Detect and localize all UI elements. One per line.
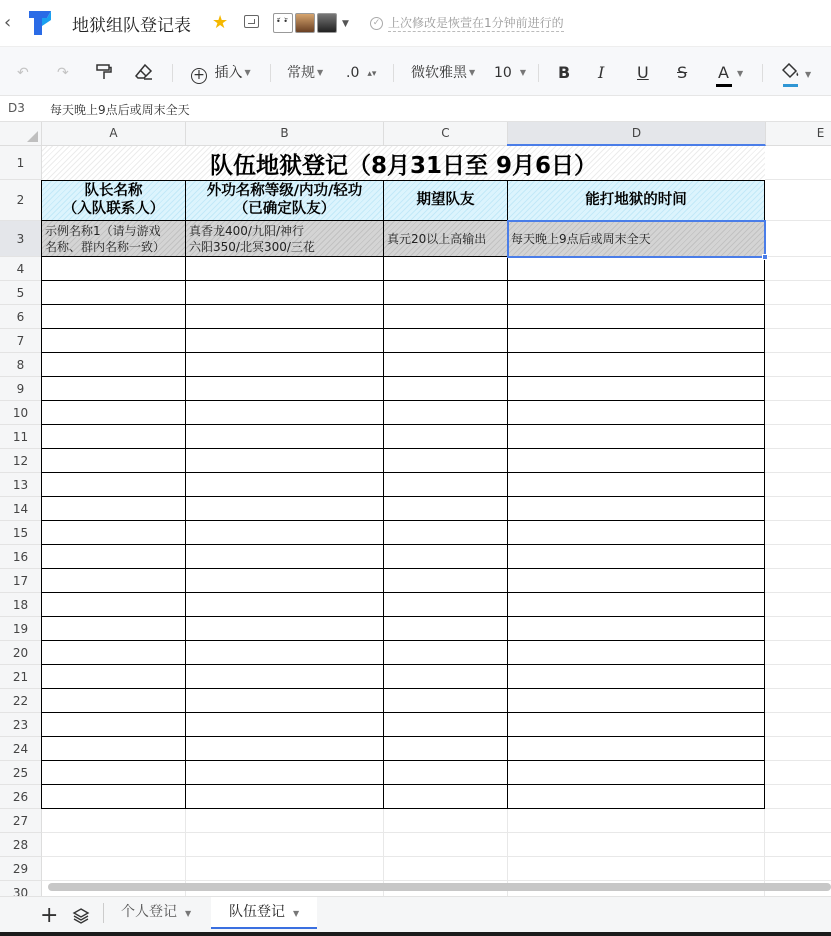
table-border: [42, 808, 765, 809]
row-header-5[interactable]: 5: [0, 281, 42, 305]
table-border: [185, 257, 186, 809]
sheet-tab-bar: [0, 896, 831, 936]
row-header-27[interactable]: 27: [0, 809, 42, 833]
row-header-3[interactable]: 3: [0, 221, 42, 257]
sheet-title-cell[interactable]: 队伍地狱登记（8月31日至 9月6日）: [42, 146, 765, 180]
example-cell-time[interactable]: 每天晚上9点后或周末全天: [508, 221, 765, 257]
row-header-16[interactable]: 16: [0, 545, 42, 569]
row-header-4[interactable]: 4: [0, 257, 42, 281]
toolbar-divider: [762, 64, 763, 82]
row-header-1[interactable]: 1: [0, 146, 42, 180]
fill-color-button[interactable]: ▼: [782, 63, 811, 83]
move-to-folder-icon[interactable]: [244, 15, 259, 28]
plus-circle-icon: +: [191, 68, 207, 84]
add-sheet-icon[interactable]: +: [40, 903, 59, 928]
table-border: [42, 712, 765, 713]
column-selection-indicator: [507, 144, 765, 146]
save-status: ✓ 上次修改是恢萱在1分钟前进行的: [370, 14, 564, 32]
strikethrough-button[interactable]: S: [677, 63, 688, 82]
table-border: [42, 352, 765, 353]
table-border: [42, 664, 765, 665]
table-border: [42, 496, 765, 497]
column-header-c[interactable]: C: [384, 122, 508, 146]
tab-team-registration[interactable]: 队伍登记 ▼: [211, 897, 317, 929]
formula-input[interactable]: 每天晚上9点后或周末全天: [50, 103, 190, 117]
table-border: [42, 328, 765, 329]
row-header-11[interactable]: 11: [0, 425, 42, 449]
paint-bucket-icon: [782, 63, 800, 79]
row-header-30[interactable]: 30: [0, 881, 42, 896]
format-painter-icon[interactable]: [96, 63, 112, 83]
toolbar: [0, 46, 831, 96]
row-header-28[interactable]: 28: [0, 833, 42, 857]
undo-icon[interactable]: ↶: [17, 65, 29, 81]
avatar: [317, 13, 337, 33]
table-border: [507, 257, 508, 809]
row-header-20[interactable]: 20: [0, 641, 42, 665]
table-border: [42, 520, 765, 521]
table-border: [42, 688, 765, 689]
row-header-8[interactable]: 8: [0, 353, 42, 377]
table-border: [42, 568, 765, 569]
row-header-19[interactable]: 19: [0, 617, 42, 641]
table-border: [42, 424, 765, 425]
row-header-12[interactable]: 12: [0, 449, 42, 473]
table-border: [41, 180, 765, 181]
selected-cell-outline: [507, 220, 766, 258]
font-color-button[interactable]: A ▼: [718, 63, 744, 82]
insert-button[interactable]: + 插入 ▼: [191, 63, 251, 83]
row-header-9[interactable]: 9: [0, 377, 42, 401]
number-format-dropdown[interactable]: 常规 ▼: [287, 65, 324, 81]
row-header-13[interactable]: 13: [0, 473, 42, 497]
table-border: [383, 257, 384, 809]
row-header-21[interactable]: 21: [0, 665, 42, 689]
table-border: [764, 257, 765, 809]
font-color-swatch: [716, 84, 732, 87]
table-border: [42, 760, 765, 761]
toolbar-divider: [393, 64, 394, 82]
row-header-6[interactable]: 6: [0, 305, 42, 329]
table-border: [42, 736, 765, 737]
row-header-26[interactable]: 26: [0, 785, 42, 809]
table-border: [42, 400, 765, 401]
check-circle-icon: ✓: [370, 17, 383, 30]
toolbar-divider: [270, 64, 271, 82]
header-cell-skills[interactable]: 外功名称等级/内功/轻功 （已确定队友）: [186, 180, 384, 221]
italic-button[interactable]: I: [598, 63, 605, 82]
table-border: [41, 180, 42, 809]
header-cell-time[interactable]: 能打地狱的时间: [508, 180, 765, 221]
header-cell-teammate[interactable]: 期望队友: [384, 180, 508, 221]
table-border: [42, 376, 765, 377]
row-header-10[interactable]: 10: [0, 401, 42, 425]
table-border: [42, 280, 765, 281]
gridline: [42, 880, 831, 881]
row-header-7[interactable]: 7: [0, 329, 42, 353]
table-border: [42, 592, 765, 593]
window-bottom-edge: [0, 932, 831, 936]
column-header-b[interactable]: B: [186, 122, 384, 146]
fill-handle[interactable]: [762, 254, 768, 260]
redo-icon[interactable]: ↷: [57, 65, 69, 81]
tab-personal-registration[interactable]: 个人登记 ▼: [121, 904, 192, 920]
toolbar-divider: [172, 64, 173, 82]
app-logo-icon[interactable]: [25, 8, 55, 38]
avatar: [295, 13, 315, 33]
fill-color-swatch: [783, 84, 798, 87]
spreadsheet-grid[interactable]: [0, 122, 831, 896]
title-bar: [0, 0, 831, 46]
formula-bar: [0, 96, 831, 122]
select-all-corner[interactable]: [0, 122, 42, 146]
row-header-22[interactable]: 22: [0, 689, 42, 713]
underline-button[interactable]: U: [637, 63, 649, 82]
column-header-e[interactable]: E: [766, 122, 831, 146]
toolbar-divider: [538, 64, 539, 82]
star-icon[interactable]: ★: [212, 12, 229, 33]
table-border: [42, 784, 765, 785]
table-border: [42, 448, 765, 449]
table-border: [42, 616, 765, 617]
gridline: [42, 832, 831, 833]
row-header-29[interactable]: 29: [0, 857, 42, 881]
row-header-23[interactable]: 23: [0, 713, 42, 737]
table-border: [42, 544, 765, 545]
row-header-17[interactable]: 17: [0, 569, 42, 593]
collaborator-avatars[interactable]: [273, 13, 349, 35]
table-border: [42, 640, 765, 641]
bold-button[interactable]: B: [558, 63, 571, 82]
column-header-a[interactable]: A: [42, 122, 186, 146]
clear-format-icon[interactable]: [135, 63, 153, 83]
row-header-24[interactable]: 24: [0, 737, 42, 761]
document-title[interactable]: 地狱组队登记表: [72, 16, 191, 36]
horizontal-scrollbar[interactable]: [48, 883, 831, 891]
example-cell-teammate[interactable]: 真元20以上高输出: [384, 221, 508, 257]
row-header-25[interactable]: 25: [0, 761, 42, 785]
cell-reference[interactable]: D3: [8, 101, 25, 115]
chevron-down-icon[interactable]: ▼: [342, 19, 349, 29]
table-border: [42, 304, 765, 305]
chevron-down-icon[interactable]: ▼: [293, 909, 300, 918]
avatar: [273, 13, 293, 33]
header-cell-captain[interactable]: 队长名称 （入队联系人）: [42, 180, 186, 221]
table-border: [42, 472, 765, 473]
gridline: [42, 856, 831, 857]
row-header-14[interactable]: 14: [0, 497, 42, 521]
column-header-d[interactable]: D: [508, 122, 766, 146]
back-arrow-icon[interactable]: ‹: [4, 12, 12, 33]
font-family-dropdown[interactable]: 微软雅黑 ▼: [411, 65, 476, 81]
row-header-15[interactable]: 15: [0, 521, 42, 545]
font-size-dropdown[interactable]: 10 ▼: [494, 65, 526, 81]
example-cell-skills[interactable]: 真香龙400/九阳/神行 六阳350/北冥300/三花: [186, 221, 384, 257]
chevron-down-icon[interactable]: ▼: [185, 909, 192, 918]
row-header-2[interactable]: 2: [0, 180, 42, 221]
example-cell-captain[interactable]: 示例名称1（请与游戏 名称、群内名称一致）: [42, 221, 186, 257]
sheet-list-icon[interactable]: [72, 907, 90, 925]
decimal-places-stepper[interactable]: .0 ▴▾: [346, 65, 377, 81]
row-header-18[interactable]: 18: [0, 593, 42, 617]
